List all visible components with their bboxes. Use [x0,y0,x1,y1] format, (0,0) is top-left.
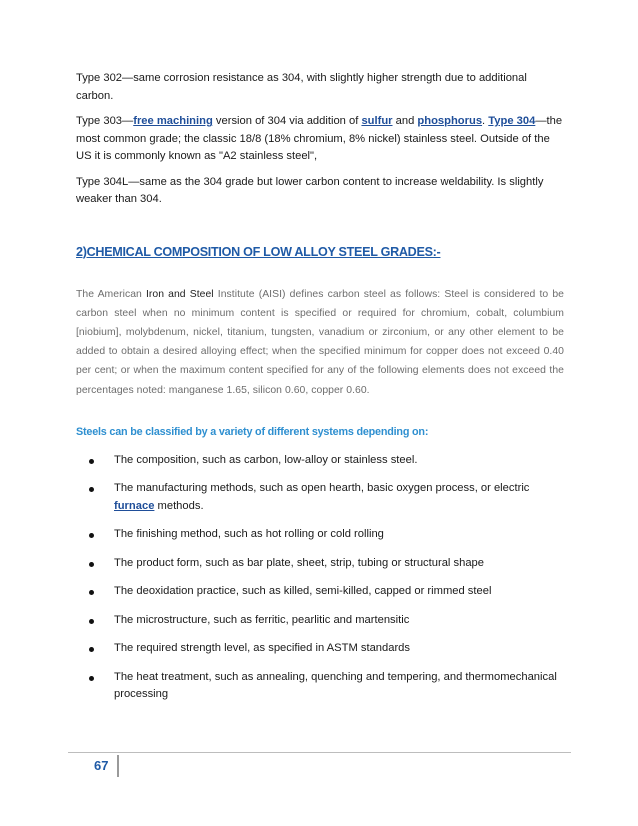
type-304-link[interactable]: Type 304 [488,115,536,127]
type-303-text: Type 303— [76,115,134,127]
aisi-text: Institute (AISI) defines carbon steel as follows: Steel is considered to be carbon steel when no minimum content is specified or required for chromium, cobalt, columbium [niobium], molybdenum, nickel, titanium, tungsten, vanadium or zirconium, or any other element to be added to obtain a desired alloying effect; when the specified minimum for copper does not exceed 0.40 per cent; or when the maximum content specified for any of the following elements does not exceed the percentages noted: manganese 1.65, silicon 0.60, copper 0.60. [76,288,564,396]
list-item [76,669,564,704]
list-item-text: The microstructure, such as ferritic, pearlitic and martensitic [114,613,410,626]
list-item [76,480,564,515]
list-item [76,612,564,630]
phosphorus-link[interactable]: phosphorus [417,115,483,127]
type-303-text: version of 304 via addition of [212,115,362,127]
footer-rule [68,752,571,753]
bullet-icon [89,676,94,681]
aisi-text-dark: Iron and Steel [145,288,214,300]
page-number: 67 [94,758,109,773]
list-item-text: The manufacturing methods, such as open hearth, basic oxygen process, or electric [114,482,530,495]
list-item-text: The heat treatment, such as annealing, quenching and tempering, and thermomechanical processing [114,670,557,701]
list-item-text: The composition, such as carbon, low-alloy or stainless steel. [114,453,418,466]
type-303-text: —the most common grade; the classic 18/8 (18% chromium, 8% nickel) stainless steel. Outside of the US it is commonly known as "A2 stainless steel", [76,115,563,162]
section-heading: 2)CHEMICAL COMPOSITION OF LOW ALLOY STEEL GRADES:- [76,244,441,259]
classification-subheading: Steels can be classified by a variety of different systems depending on: [76,425,429,438]
free-machining-link[interactable]: free machining [133,115,213,127]
type-303-paragraph [76,113,564,166]
list-item-text: The finishing method, such as hot rolling or cold rolling [114,528,384,541]
list-item-text: The deoxidation practice, such as killed, semi-killed, capped or rimmed steel [114,585,492,598]
aisi-paragraph [76,285,564,400]
aisi-text: The American [76,288,146,300]
bullet-icon [89,487,94,492]
bullet-icon [89,459,94,464]
bullet-icon [89,562,94,567]
list-item [76,555,564,573]
list-item-text: The required strength level, as specified in ASTM standards [114,642,410,655]
list-item [76,526,564,544]
type-304l-paragraph: Type 304L—same as the 304 grade but lower carbon content to increase weldability. Is slightly weaker than 304. [76,175,544,205]
bullet-icon [89,619,94,624]
classification-list [76,452,564,704]
bullet-icon [89,647,94,652]
list-item-text: The product form, such as bar plate, sheet, strip, tubing or structural shape [114,556,484,569]
bullet-icon [89,533,94,538]
type-303-text: and [392,115,418,127]
list-item [76,452,564,470]
sulfur-link[interactable]: sulfur [361,115,393,127]
type-303-text: . [482,115,489,127]
furnace-link[interactable]: furnace [114,499,155,512]
list-item-text: methods. [154,499,204,512]
list-item [76,640,564,658]
document-page [76,70,564,715]
list-item [76,583,564,601]
type-302-paragraph: Type 302—same corrosion resistance as 304, with slightly higher strength due to additional carbon. [76,72,527,102]
page-number-divider [117,755,119,777]
bullet-icon [89,590,94,595]
